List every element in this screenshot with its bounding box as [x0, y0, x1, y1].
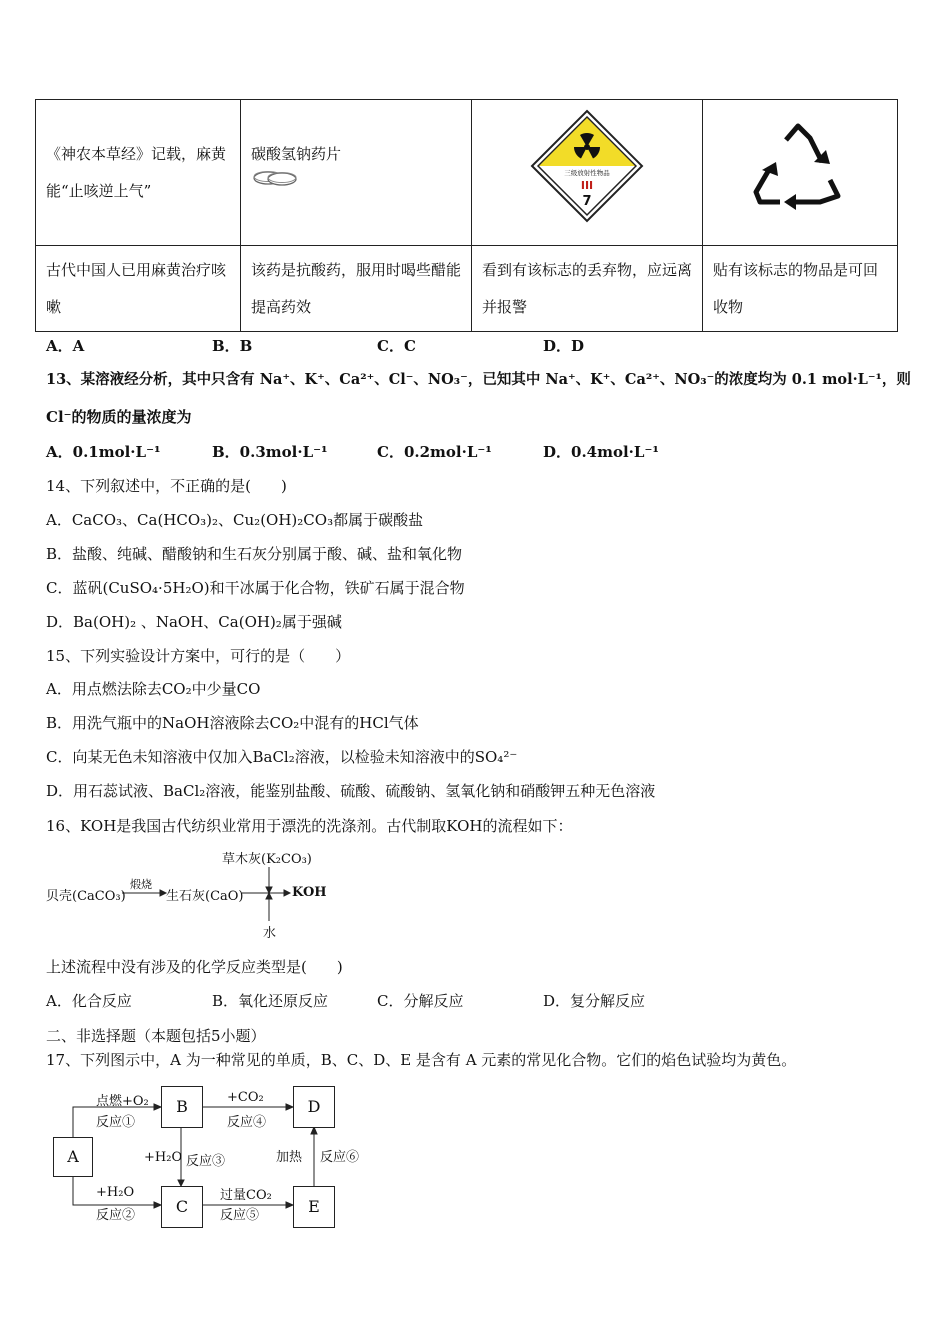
flow-quicklime: 生石灰(CaO) [166, 889, 244, 904]
table-cell: 古代中国人已用麻黄治疗咳嗽 [36, 246, 241, 332]
radiation-hazard-sign-icon [530, 109, 644, 223]
q14-option-d[interactable]: D．Ba(OH)₂ 、NaOH、Ca(OH)₂属于强碱 [46, 613, 342, 631]
q17-reaction-diagram [50, 1083, 370, 1233]
box-a: A [53, 1137, 93, 1177]
flow-ash: 草木灰(K₂CO₃) [222, 852, 312, 867]
q16-option-c[interactable]: C．分解反应 [377, 992, 464, 1010]
q16-option-a[interactable]: A．化合反应 [46, 992, 132, 1010]
svg-text:三级放射性物品: 三级放射性物品 [564, 168, 610, 177]
label-r4-top: +CO₂ [227, 1090, 264, 1105]
q15-stem: 15、下列实验设计方案中，可行的是（ ） [46, 647, 351, 665]
q16-option-d[interactable]: D．复分解反应 [543, 992, 646, 1010]
q13-option-a[interactable]: A．0.1mol·L⁻¹ [46, 443, 161, 461]
section-heading: 二、非选择题（本题包括5小题） [46, 1027, 266, 1045]
q14-option-c[interactable]: C．蓝矾(CuSO₄·5H₂O)和干冰属于化合物，铁矿石属于混合物 [46, 579, 465, 597]
label-r3-left: +H₂O [144, 1150, 183, 1165]
q17-stem: 17、下列图示中，A 为一种常见的单质，B、C、D、E 是含有 A 元素的常见化合物。它们的焰色试验均为黄色。 [46, 1051, 797, 1069]
table-cell [703, 100, 898, 246]
q16-option-b[interactable]: B．氧化还原反应 [212, 992, 329, 1010]
table-cell: 看到有该标志的丢弃物，应远离并报警 [472, 246, 703, 332]
q14-option-a[interactable]: A．CaCO₃、Ca(HCO₃)₂、Cu₂(OH)₂CO₃都属于碳酸盐 [46, 511, 424, 529]
q14-stem: 14、下列叙述中，不正确的是( ) [46, 477, 287, 495]
label-r3: 反应③ [186, 1154, 226, 1169]
q13-stem: 13、某溶液经分析，其中只含有 Na⁺、K⁺、Ca²⁺、Cl⁻、NO₃⁻，已知其中 Na⁺、K⁺、Ca²⁺、NO₃⁻的浓度均为 0.1 mol·L⁻¹，则 [46, 371, 911, 388]
svg-text:7: 7 [582, 193, 592, 209]
pill-icon [251, 167, 301, 189]
q15-option-a[interactable]: A．用点燃法除去CO₂中少量CO [46, 680, 261, 698]
recycle-icon [750, 120, 850, 212]
q12-option-c[interactable]: C．C [377, 337, 416, 355]
label-r5: 反应⑤ [220, 1208, 260, 1223]
q14-option-b[interactable]: B．盐酸、纯碱、醋酸钠和生石灰分别属于酸、碱、盐和氧化物 [46, 545, 463, 563]
label-r1-top: 点燃+O₂ [96, 1094, 149, 1109]
box-b: B [161, 1086, 203, 1128]
q13-option-b[interactable]: B．0.3mol·L⁻¹ [212, 443, 328, 461]
table-cell: 《神农本草经》记载，麻黄能“止咳逆上气” [36, 100, 241, 246]
svg-text:III: III [580, 178, 594, 192]
q15-option-b[interactable]: B．用洗气瓶中的NaOH溶液除去CO₂中混有的HCl气体 [46, 714, 419, 732]
flow-calcine: 煅烧 [130, 878, 152, 891]
label-r4: 反应④ [227, 1115, 267, 1130]
flow-product: KOH [292, 885, 327, 900]
q15-option-d[interactable]: D．用石蕊试液、BaCl₂溶液，能鉴别盐酸、硫酸、硫酸钠、氢氧化钠和硝酸钾五种无色溶液 [46, 782, 656, 800]
q12-option-b[interactable]: B．B [212, 337, 253, 355]
koh-flow-diagram [46, 845, 346, 940]
box-d: D [293, 1086, 335, 1128]
box-c: C [161, 1186, 203, 1228]
label-r5-top: 过量CO₂ [220, 1188, 272, 1203]
q12-option-a[interactable]: A．A [46, 337, 85, 355]
flow-water: 水 [263, 926, 277, 941]
q15-option-c[interactable]: C．向某无色未知溶液中仅加入BaCl₂溶液，以检验未知溶液中的SO₄²⁻ [46, 748, 518, 766]
label-r6-left: 加热 [276, 1150, 303, 1165]
table-cell: 碳酸氢钠药片 [241, 100, 472, 246]
table-cell: 贴有该标志的物品是可回收物 [703, 246, 898, 332]
q16-stem: 16、KOH是我国古代纺织业常用于漂洗的洗涤剂。古代制取KOH的流程如下： [46, 817, 573, 835]
flow-shell: 贝壳(CaCO₃) [46, 889, 126, 904]
q13-option-c[interactable]: C．0.2mol·L⁻¹ [377, 443, 492, 461]
box-e: E [293, 1186, 335, 1228]
q16-question: 上述流程中没有涉及的化学反应类型是( ) [46, 958, 343, 976]
q13-option-d[interactable]: D．0.4mol·L⁻¹ [543, 443, 659, 461]
q13-stem-2: Cl⁻的物质的量浓度为 [46, 408, 192, 426]
label-r2: 反应② [96, 1208, 136, 1223]
table-cell: 该药是抗酸药，服用时喝些醋能提高药效 [241, 246, 472, 332]
label-r6: 反应⑥ [320, 1150, 360, 1165]
label-r2-top: +H₂O [96, 1185, 135, 1200]
q12-option-d[interactable]: D．D [543, 337, 585, 355]
label-r1: 反应① [96, 1115, 136, 1130]
table-cell [472, 100, 703, 246]
question-12-table [35, 99, 898, 332]
